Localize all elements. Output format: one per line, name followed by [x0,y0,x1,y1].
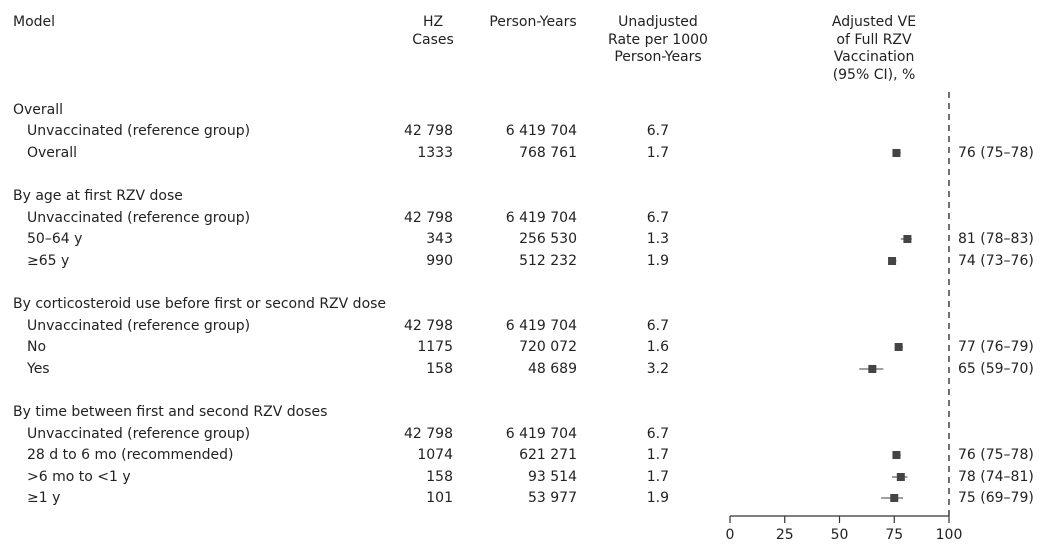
section-label: By corticosteroid use before first or second RZV dose [13,296,387,312]
header-rate-line: Rate per 1000 [608,31,708,48]
rate-cell: 1.9 [646,490,669,506]
row-label: Yes [27,361,50,377]
x-tick-label: 75 [885,527,904,543]
rate-cell: 1.3 [646,231,669,247]
rate-cell: 1.7 [646,145,669,161]
hz-cases-cell: 343 [426,231,453,247]
ve-ci-cell: 77 (76–79) [958,339,1034,355]
ve-point-marker [868,365,876,373]
row-label: No [27,339,47,355]
row-label: Unvaccinated (reference group) [27,210,251,226]
header-rate-line: Person-Years [614,49,702,65]
person-years-cell: 6 419 704 [505,210,577,226]
rate-cell: 1.6 [646,339,669,355]
rate-cell: 3.2 [646,361,669,377]
header-ve-line: Adjusted VE [831,14,917,30]
person-years-cell: 512 232 [519,253,577,269]
row-label: Unvaccinated (reference group) [27,123,251,139]
ve-point-marker [892,451,900,459]
header-ve-line: (95% CI), % [832,66,916,83]
row-label: Overall [27,145,78,161]
hz-cases-cell: 42 798 [404,426,453,442]
ve-ci-cell: 65 (59–70) [958,361,1034,377]
row-label: >6 mo to <1 y [27,469,131,485]
rate-cell: 6.7 [646,426,669,442]
rate-cell: 1.9 [646,253,669,269]
rate-cell: 1.7 [646,469,669,485]
section-label: By age at first RZV dose [13,188,183,204]
person-years-cell: 53 977 [528,490,577,506]
x-tick-label: 0 [725,527,735,543]
row-label: ≥1 y [27,490,61,506]
ve-ci-cell: 75 (69–79) [958,490,1034,506]
ve-point-marker [890,494,898,502]
hz-cases-cell: 42 798 [404,123,453,139]
hz-cases-cell: 158 [426,469,453,485]
person-years-cell: 6 419 704 [505,426,577,442]
header-hz-cases-line: HZ [422,14,444,30]
ve-point-marker [903,235,911,243]
ve-point-marker [892,149,900,157]
hz-cases-cell: 1074 [417,447,453,463]
section-label: Overall [13,102,64,118]
header-ve-line: Vaccination [833,49,915,65]
row-label: 28 d to 6 mo (recommended) [27,447,234,463]
hz-cases-cell: 42 798 [404,318,453,334]
rate-cell: 6.7 [646,123,669,139]
section-label: By time between first and second RZV doses [13,404,328,420]
rate-cell: 6.7 [646,210,669,226]
person-years-cell: 6 419 704 [505,318,577,334]
hz-cases-cell: 990 [426,253,453,269]
rate-cell: 6.7 [646,318,669,334]
person-years-cell: 48 689 [528,361,577,377]
row-label: ≥65 y [27,253,70,269]
person-years-cell: 6 419 704 [505,123,577,139]
header-rate-line: Unadjusted [618,14,698,30]
header-hz-cases-line: Cases [412,31,454,48]
hz-cases-cell: 101 [426,490,453,506]
row-label: Unvaccinated (reference group) [27,426,251,442]
person-years-cell: 768 761 [519,145,577,161]
hz-cases-cell: 158 [426,361,453,377]
hz-cases-cell: 1333 [417,145,453,161]
person-years-cell: 720 072 [519,339,577,355]
x-tick-label: 25 [775,527,794,543]
person-years-cell: 93 514 [528,469,577,485]
ve-ci-cell: 81 (78–83) [958,231,1034,247]
row-label: 50–64 y [27,231,83,247]
ve-point-marker [897,473,905,481]
rate-cell: 1.7 [646,447,669,463]
ve-point-marker [895,343,903,351]
hz-cases-cell: 42 798 [404,210,453,226]
person-years-cell: 621 271 [519,447,577,463]
x-tick-label: 100 [935,527,963,543]
header-person-years: Person-Years [489,14,577,30]
ve-ci-cell: 76 (75–78) [958,447,1034,463]
person-years-cell: 256 530 [519,231,577,247]
header-ve-line: of Full RZV [836,31,912,48]
header-model: Model [13,14,56,30]
ve-ci-cell: 74 (73–76) [958,253,1034,269]
x-tick-label: 50 [830,527,849,543]
hz-cases-cell: 1175 [417,339,453,355]
ve-ci-cell: 78 (74–81) [958,469,1034,485]
ve-point-marker [888,257,896,265]
row-label: Unvaccinated (reference group) [27,318,251,334]
ve-ci-cell: 76 (75–78) [958,145,1034,161]
